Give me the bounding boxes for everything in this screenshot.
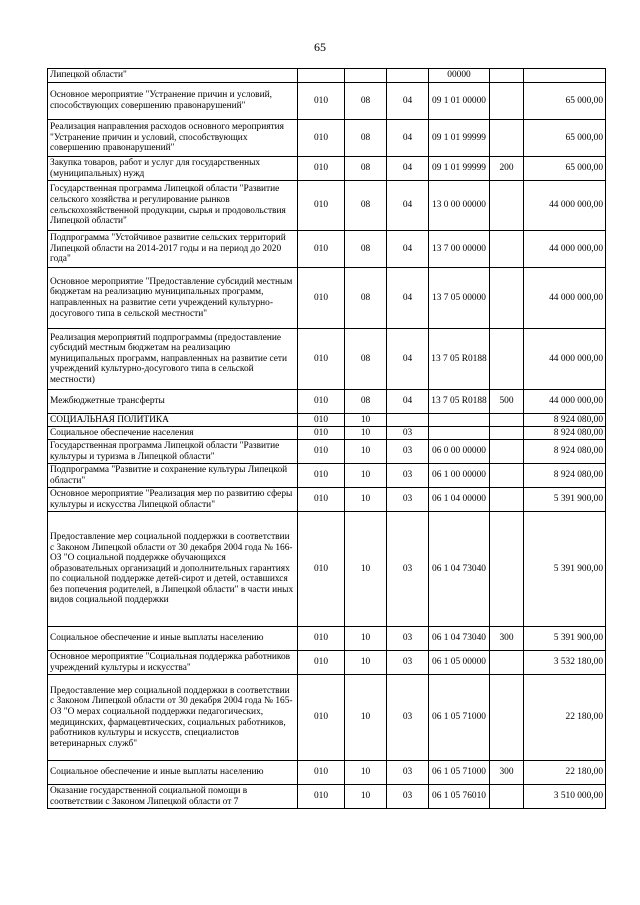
row-target-article: 06 1 04 73040 (429, 512, 490, 627)
table-row (48, 427, 606, 440)
table-row (48, 120, 606, 157)
table-row (48, 329, 606, 390)
row-amount: 8 924 080,00 (524, 440, 606, 464)
row-target-article: 06 0 00 00000 (429, 440, 490, 464)
row-amount: 5 391 900,00 (524, 488, 606, 512)
row-subsection-code: 03 (387, 651, 429, 675)
row-gr-code: 010 (298, 651, 345, 675)
page-number: 65 (314, 40, 326, 54)
row-section-code: 10 (345, 414, 387, 427)
row-name: Подпрограмма "Развитие и сохранение культуры Липецкой области" (48, 464, 298, 488)
row-subsection-code: 03 (387, 464, 429, 488)
row-expense-type (490, 414, 524, 427)
row-section-code: 08 (345, 83, 387, 120)
row-gr-code: 010 (298, 488, 345, 512)
table-row (48, 268, 606, 329)
row-target-article (429, 427, 490, 440)
table-row (48, 231, 606, 268)
row-amount: 44 000 000,00 (524, 268, 606, 329)
table-row (48, 181, 606, 231)
row-expense-type: 300 (490, 627, 524, 651)
row-target-article: 06 1 05 71000 (429, 675, 490, 761)
row-amount: 44 000 000,00 (524, 329, 606, 390)
row-amount: 22 180,00 (524, 675, 606, 761)
row-name: Социальное обеспечение и иные выплаты населению (48, 627, 298, 651)
row-subsection-code: 04 (387, 390, 429, 414)
row-amount: 22 180,00 (524, 761, 606, 785)
row-gr-code (298, 69, 345, 83)
row-section-code: 08 (345, 231, 387, 268)
row-amount: 3 532 180,00 (524, 651, 606, 675)
row-amount (524, 69, 606, 83)
row-section-code: 10 (345, 427, 387, 440)
row-expense-type (490, 329, 524, 390)
row-target-article: 09 1 01 00000 (429, 83, 490, 120)
row-subsection-code: 04 (387, 157, 429, 181)
table-row (48, 512, 606, 627)
table-row (48, 627, 606, 651)
table-row (48, 464, 606, 488)
row-amount: 44 000 000,00 (524, 231, 606, 268)
row-amount: 44 000 000,00 (524, 390, 606, 414)
table-row (48, 390, 606, 414)
row-expense-type (490, 512, 524, 627)
row-name: Основное мероприятие "Устранение причин и условий, способствующих совершению правонарушений" (48, 83, 298, 120)
row-name: Основное мероприятие "Предоставление субсидий местным бюджетам на реализацию муниципальных программ, направленных на развитие сети учреждений культурно-досугового типа в сельской местности" (48, 268, 298, 329)
row-expense-type (490, 675, 524, 761)
row-name: Социальное обеспечение и иные выплаты населению (48, 761, 298, 785)
row-amount: 8 924 080,00 (524, 414, 606, 427)
row-expense-type (490, 427, 524, 440)
row-section-code: 10 (345, 512, 387, 627)
row-section-code: 10 (345, 464, 387, 488)
row-gr-code: 010 (298, 414, 345, 427)
row-name: Основное мероприятие "Реализация мер по развитию сферы культуры и искусства Липецкой области" (48, 488, 298, 512)
row-gr-code: 010 (298, 329, 345, 390)
row-gr-code: 010 (298, 627, 345, 651)
row-name: Подпрограмма "Устойчивое развитие сельских территорий Липецкой области на 2014-2017 годы и на период до 2020 года" (48, 231, 298, 268)
row-section-code: 10 (345, 761, 387, 785)
row-section-code: 10 (345, 488, 387, 512)
row-expense-type (490, 651, 524, 675)
row-gr-code: 010 (298, 512, 345, 627)
row-expense-type (490, 69, 524, 83)
row-target-article: 13 7 05 R0188 (429, 329, 490, 390)
row-target-article: 00000 (429, 69, 490, 83)
row-section-code: 08 (345, 120, 387, 157)
table-row (48, 414, 606, 427)
row-subsection-code: 04 (387, 181, 429, 231)
row-amount: 5 391 900,00 (524, 512, 606, 627)
row-section-code: 10 (345, 651, 387, 675)
row-section-code: 08 (345, 157, 387, 181)
row-subsection-code: 04 (387, 329, 429, 390)
row-gr-code: 010 (298, 83, 345, 120)
row-amount: 44 000 000,00 (524, 181, 606, 231)
row-section-code: 10 (345, 785, 387, 809)
table-row (48, 69, 606, 83)
row-name: Государственная программа Липецкой области "Развитие сельского хозяйства и регулирование рынков сельскохозяйственной продукции, сырья и продовольствия Липецкой области" (48, 181, 298, 231)
row-section-code: 10 (345, 627, 387, 651)
row-subsection-code: 04 (387, 268, 429, 329)
row-gr-code: 010 (298, 464, 345, 488)
row-gr-code: 010 (298, 120, 345, 157)
row-gr-code: 010 (298, 675, 345, 761)
row-amount: 65 000,00 (524, 83, 606, 120)
row-subsection-code: 03 (387, 427, 429, 440)
row-target-article: 06 1 05 71000 (429, 761, 490, 785)
row-expense-type: 300 (490, 761, 524, 785)
row-expense-type (490, 231, 524, 268)
row-expense-type (490, 464, 524, 488)
row-subsection-code: 03 (387, 785, 429, 809)
row-expense-type (490, 440, 524, 464)
row-amount: 65 000,00 (524, 157, 606, 181)
row-amount: 65 000,00 (524, 120, 606, 157)
row-gr-code: 010 (298, 231, 345, 268)
row-name: Основное мероприятие "Социальная поддержка работников учреждений культуры и искусства" (48, 651, 298, 675)
row-target-article (429, 414, 490, 427)
row-subsection-code: 04 (387, 120, 429, 157)
row-subsection-code: 03 (387, 627, 429, 651)
row-target-article: 06 1 05 76010 (429, 785, 490, 809)
table-row (48, 488, 606, 512)
row-name: Межбюджетные трансферты (48, 390, 298, 414)
row-gr-code: 010 (298, 761, 345, 785)
row-section-code (345, 69, 387, 83)
row-subsection-code (387, 69, 429, 83)
row-expense-type (490, 785, 524, 809)
row-name: Реализация направления расходов основного мероприятия "Устранение причин и условий, способствующих совершению правонарушений" (48, 120, 298, 157)
row-target-article: 13 7 05 00000 (429, 268, 490, 329)
row-section-code: 08 (345, 268, 387, 329)
row-target-article: 06 1 00 00000 (429, 464, 490, 488)
row-gr-code: 010 (298, 427, 345, 440)
row-expense-type (490, 83, 524, 120)
row-amount: 5 391 900,00 (524, 627, 606, 651)
row-expense-type (490, 488, 524, 512)
row-subsection-code: 04 (387, 83, 429, 120)
row-expense-type (490, 268, 524, 329)
row-amount: 8 924 080,00 (524, 427, 606, 440)
row-target-article: 13 0 00 00000 (429, 181, 490, 231)
table-row (48, 157, 606, 181)
row-section-code: 08 (345, 181, 387, 231)
row-name: Оказание государственной социальной помощи в соответствии с Законом Липецкой области от 7 (48, 785, 298, 809)
row-target-article: 06 1 04 00000 (429, 488, 490, 512)
row-section-code: 10 (345, 440, 387, 464)
row-name: Липецкой области" (48, 69, 298, 83)
row-section-code: 10 (345, 675, 387, 761)
row-subsection-code: 03 (387, 440, 429, 464)
row-subsection-code: 03 (387, 675, 429, 761)
row-name: Предоставление мер социальной поддержки в соответствии с Законом Липецкой области от 30 декабря 2004 года № 166-ОЗ "О социальной поддержке обучающихся образовательных организаций и дополнительных гарантиях по социальной поддержке детей-сирот и детей, оставшихся без попечения родителей, в Липецкой области" в части иных видов социальной поддержки (48, 512, 298, 627)
row-gr-code: 010 (298, 181, 345, 231)
row-subsection-code: 03 (387, 761, 429, 785)
row-target-article: 09 1 01 99999 (429, 120, 490, 157)
row-target-article: 13 7 05 R0188 (429, 390, 490, 414)
row-amount: 8 924 080,00 (524, 464, 606, 488)
row-expense-type (490, 181, 524, 231)
row-amount: 3 510 000,00 (524, 785, 606, 809)
row-name: СОЦИАЛЬНАЯ ПОЛИТИКА (48, 414, 298, 427)
row-target-article: 09 1 01 99999 (429, 157, 490, 181)
table-row (48, 440, 606, 464)
row-name: Закупка товаров, работ и услуг для государственных (муниципальных) нужд (48, 157, 298, 181)
table-row (48, 761, 606, 785)
table-row (48, 83, 606, 120)
row-name: Реализация мероприятий подпрограммы (предоставление субсидий местным бюджетам на реализацию муниципальных программ, направленных на развитие сети учреждений культурно-досугового типа в сельской местности) (48, 329, 298, 390)
table-row (48, 785, 606, 809)
row-name: Государственная программа Липецкой области "Развитие культуры и туризма в Липецкой области" (48, 440, 298, 464)
row-target-article: 06 1 05 00000 (429, 651, 490, 675)
row-subsection-code: 04 (387, 231, 429, 268)
row-gr-code: 010 (298, 785, 345, 809)
row-gr-code: 010 (298, 390, 345, 414)
row-expense-type (490, 120, 524, 157)
table-row (48, 651, 606, 675)
row-name: Социальное обеспечение населения (48, 427, 298, 440)
row-target-article: 13 7 00 00000 (429, 231, 490, 268)
row-name: Предоставление мер социальной поддержки в соответствии с Законом Липецкой области от 30 декабря 2004 года № 165-ОЗ "О мерах социальной поддержки педагогических, медицинских, фармацевтических, социальных работников, работников культуры и искусств, специалистов ветеринарных служб" (48, 675, 298, 761)
budget-table (47, 68, 606, 809)
row-gr-code: 010 (298, 268, 345, 329)
row-subsection-code: 03 (387, 512, 429, 627)
row-expense-type: 500 (490, 390, 524, 414)
row-expense-type: 200 (490, 157, 524, 181)
row-section-code: 08 (345, 329, 387, 390)
row-subsection-code (387, 414, 429, 427)
table-row (48, 675, 606, 761)
row-gr-code: 010 (298, 440, 345, 464)
row-section-code: 08 (345, 390, 387, 414)
row-gr-code: 010 (298, 157, 345, 181)
row-subsection-code: 03 (387, 488, 429, 512)
row-target-article: 06 1 04 73040 (429, 627, 490, 651)
